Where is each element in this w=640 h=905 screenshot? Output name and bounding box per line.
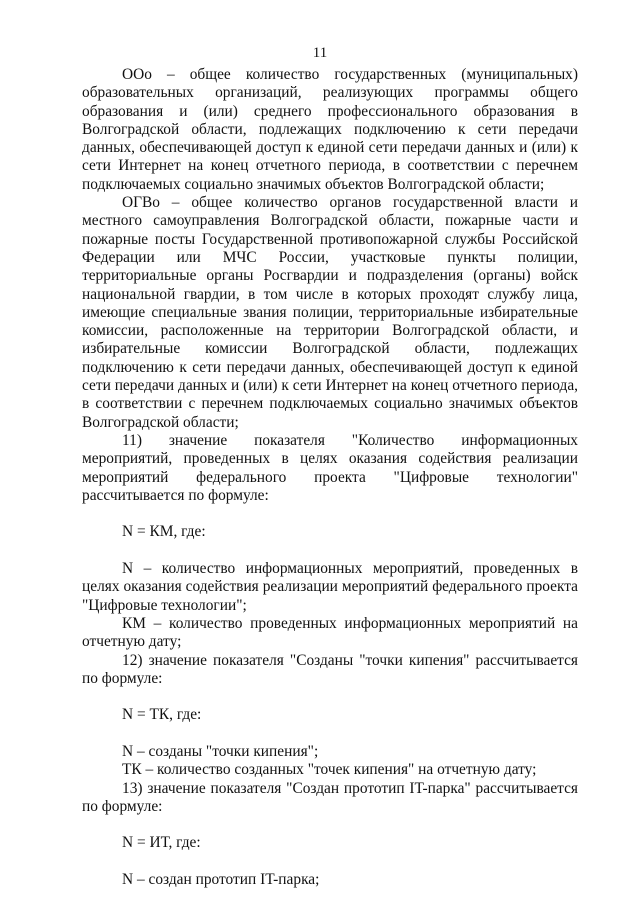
spacer xyxy=(82,853,578,871)
paragraph-km-definition: КМ – количество проведенных информационных мероприятий на отчетную дату; xyxy=(82,614,578,651)
formula-tk: N = ТК, где: xyxy=(122,706,202,724)
page-number: 11 xyxy=(312,45,328,61)
spacer xyxy=(82,505,578,523)
formula-km: N = КМ, где: xyxy=(122,523,206,541)
paragraph-n-it-park: N – создан прототип IT-парка; xyxy=(122,871,320,889)
paragraph-n-boiling-points: N – созданы "точки кипения"; xyxy=(122,742,319,760)
paragraph-tk-definition: ТК – количество созданных "точек кипения" на отчетную дату; xyxy=(122,761,537,779)
paragraph-indicator-12: 12) значение показателя "Созданы "точки кипения" рассчитывается по формуле: xyxy=(82,651,578,687)
spacer xyxy=(82,688,578,706)
paragraph-indicator-13: 13) значение показателя "Создан прототип IT-парка" рассчитывается по формуле: xyxy=(82,779,578,815)
paragraph-indicator-11: 11) значение показателя "Количество информационных мероприятий, проведенных в целях оказания содействия реализации мероприятий федерального проекта "Цифровые технологии" рассчитывается по формуле: xyxy=(82,431,578,504)
document-body xyxy=(82,66,578,889)
spacer xyxy=(82,816,578,834)
spacer xyxy=(82,725,578,743)
spacer xyxy=(82,542,578,560)
paragraph-n-info-events: N – количество информационных мероприятий, проведенных в целях оказания содействия реализации мероприятий федерального проекта "Цифровые технологии"; xyxy=(82,560,578,614)
paragraph-ooo-definition: ООо – общее количество государственных (муниципальных) образовательных организаций, реализующих программы общего образования и (или) среднего профессионального образования в Волгоградской области, подлежащих подключению к сети передачи данных, обеспечивающей доступ к единой сети передачи данных и (или) к сети Интернет на конец отчетного периода, в соответствии с перечнем подключаемых социально значимых объектов Волгоградской области; xyxy=(82,66,578,193)
paragraph-ogvo-definition: ОГВо – общее количество органов государственной власти и местного самоуправления Волгоградской области, пожарные части и пожарные посты Государственной противопожарной службы Российской Федерации или МЧС России, участковые пункты полиции, территориальные органы Росгвардии и подразделения (органы) войск национальной гвардии, в том числе в которых проходят службу лица, имеющие специальные звания полиции, территориальные избирательные комиссии, расположенные на территории Волгоградской области, и избирательные комиссии Волгоградской области, подлежащих подключению к сети передачи данных, обеспечивающей доступ к единой сети передачи данных и (или) к сети Интернет на конец отчетного периода, в соответствии с перечнем подключаемых социально значимых объектов Волгоградской области; xyxy=(82,194,578,431)
formula-it: N = ИТ, где: xyxy=(122,834,201,852)
